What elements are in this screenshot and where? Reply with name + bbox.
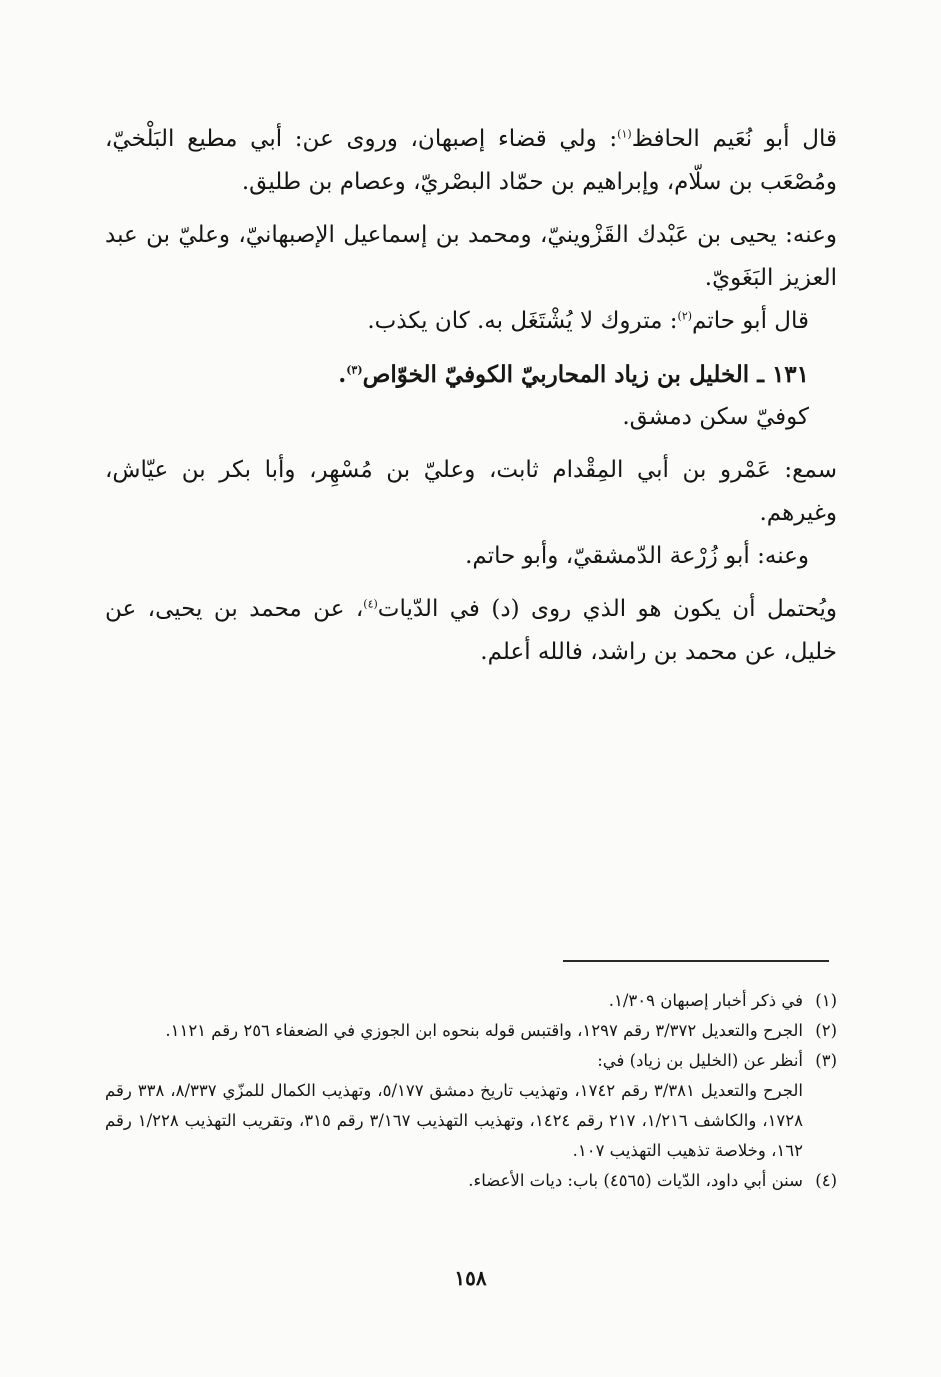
paragraph-2: وعنه: يحيى بن عَبْدك القَزْوينيّ، ومحمد بن إسماعيل الإصبهانيّ، وعليّ بن عبد العزيز البَغَويّ. (105, 222, 837, 291)
footnote-1: (١) في ذكر أخبار إصبهان ١/٣٠٩. (608, 991, 837, 1010)
footnote-3: (٣) أنظر عن (الخليل بن زياد) في: (597, 1051, 837, 1070)
footnote-ref-1[interactable]: (١) (617, 127, 632, 141)
footnote-3-continuation: الجرح والتعديل ٣/٣٨١ رقم ١٧٤٢، وتهذيب تاريخ دمشق ٥/١٧٧، وتهذيب الكمال للمزّي ٨/٣٣٧، ٣٣٨ رقم ١٧٢٨، والكاشف ١/٢١٦، ٢١٧ رقم ١٤٢٤، وتهذيب التهذيب ٣/١٦٧ رقم ٣١٥، وتقريب التهذيب ١/٢٢٨ رقم ١٦٢، وخلاصة تذهيب التهذيب ١٠٧. (105, 1081, 804, 1160)
footnote-ref-3[interactable]: (٣) (346, 363, 363, 377)
footnote-ref-4[interactable]: (٤) (363, 597, 378, 611)
main-text (105, 118, 837, 674)
entry-heading: ١٣١ ـ الخليل بن زياد المحاربيّ الكوفيّ الخوّاص$^{(٣)}$. (338, 361, 809, 388)
paragraph-4: كوفيّ سكن دمشق. (622, 404, 809, 430)
paragraph-6: وعنه: أبو زُرْعة الدّمشقيّ، وأبو حاتم. (465, 543, 809, 569)
paragraph-1: قال أبو نُعَيم الحافظ$^{(١)}$: ولي قضاء إصبهان، وروى عن: أبي مطيع البَلْخيّ، ومُصْعَب بن سلّام، وإبراهيم بن حمّاد البصْريّ، وعصام بن طليق. (105, 126, 837, 195)
footnote-4: (٤) سنن أبي داود، الدّيات (٤٥٦٥) باب: ديات الأعضاء. (468, 1171, 837, 1190)
paragraph-3: قال أبو حاتم$^{(٢)}$: متروك لا يُشْتَغَل به. كان يكذب. (367, 308, 809, 334)
page-number: ١٥٨ (454, 1266, 487, 1290)
paragraph-7: ويُحتمل أن يكون هو الذي روى (د) في الدّيات$^{(٤)}$، عن محمد بن يحيى، عن خليل، عن محمد بن راشد، فالله أعلم. (105, 596, 837, 665)
footnote-2: (٢) الجرح والتعديل ٣/٣٧٢ رقم ١٢٩٧، واقتبس قوله بنحوه ابن الجوزي في الضعفاء ٢٥٦ رقم ١١٢١. (165, 1021, 837, 1040)
paragraph-5: سمع: عَمْرو بن أبي المِقْدام ثابت، وعليّ بن مُسْهِر، وأبا بكر بن عيّاش، وغيرهم. (105, 457, 837, 526)
footnote-separator (563, 960, 829, 962)
footnotes (105, 986, 837, 1196)
footnote-ref-2[interactable]: (٢) (677, 309, 693, 323)
